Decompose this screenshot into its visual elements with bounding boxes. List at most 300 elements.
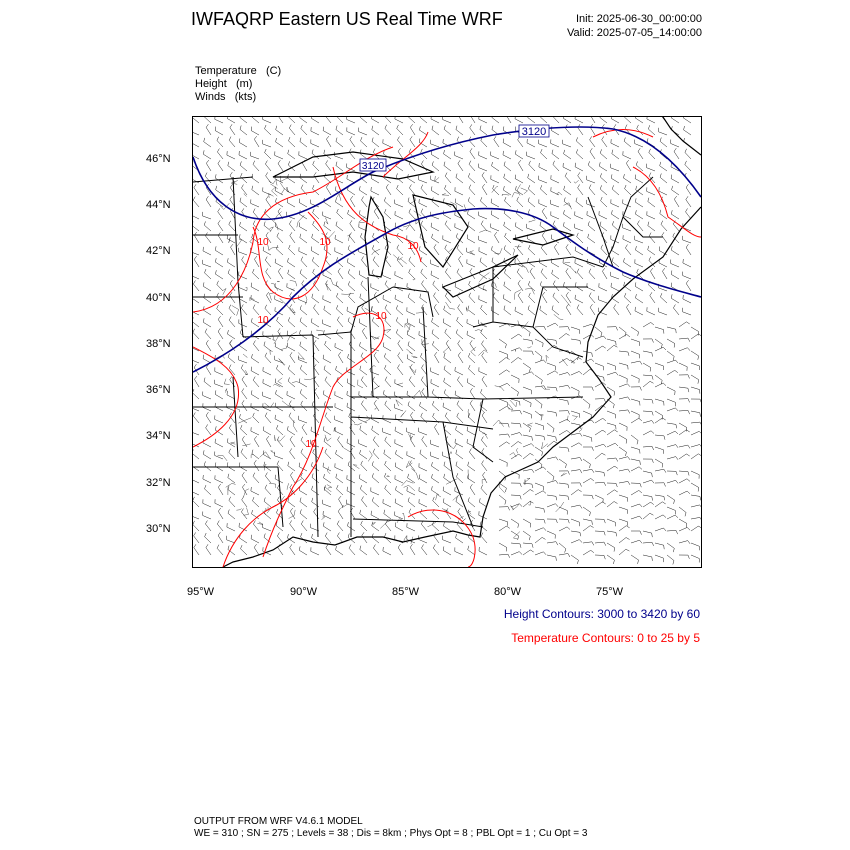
wind-barb bbox=[193, 389, 199, 399]
wind-barb bbox=[552, 270, 559, 279]
wind-barb bbox=[635, 236, 644, 243]
wind-barb bbox=[691, 445, 701, 448]
wind-barb bbox=[290, 544, 295, 555]
wind-barb bbox=[335, 247, 343, 255]
wind-barb bbox=[323, 522, 331, 531]
wind-barb bbox=[239, 139, 247, 148]
wind-barb bbox=[511, 348, 522, 351]
wind-barb bbox=[468, 497, 475, 507]
wind-barb bbox=[300, 138, 307, 147]
wind-barb bbox=[559, 483, 569, 488]
wind-barb bbox=[432, 486, 440, 495]
wind-barb bbox=[650, 292, 655, 303]
wind-barb bbox=[349, 413, 355, 423]
wind-barb bbox=[253, 413, 259, 423]
wind-barb bbox=[193, 356, 199, 364]
wind-barb bbox=[276, 365, 283, 375]
lake-erie bbox=[443, 255, 518, 297]
wind-barb bbox=[266, 268, 271, 279]
county-line bbox=[375, 408, 377, 410]
wind-barb bbox=[203, 512, 211, 520]
wind-barb bbox=[383, 295, 391, 303]
wind-barb bbox=[479, 367, 487, 375]
wind-barb bbox=[419, 319, 427, 327]
county-line bbox=[397, 383, 403, 385]
wind-barb bbox=[672, 186, 679, 195]
wind-barb bbox=[299, 486, 307, 495]
wind-barb bbox=[479, 151, 487, 159]
county-line bbox=[449, 452, 452, 456]
wind-barb bbox=[431, 368, 439, 376]
wind-barb bbox=[679, 507, 686, 516]
lon-label-75: 75°W bbox=[596, 586, 624, 598]
county-line bbox=[231, 442, 236, 444]
wind-barb bbox=[523, 411, 531, 418]
wind-barb bbox=[559, 471, 570, 475]
wind-barb bbox=[528, 306, 535, 316]
wind-barb bbox=[467, 259, 475, 267]
wind-barb bbox=[431, 140, 439, 147]
wind-barb bbox=[410, 136, 415, 147]
wind-barb bbox=[583, 478, 594, 483]
wind-barb bbox=[647, 117, 655, 123]
wind-barb bbox=[611, 139, 619, 147]
temp-label-f: 10 bbox=[305, 439, 317, 450]
wind-barb bbox=[444, 162, 451, 171]
legend-temperature: Temperature bbox=[195, 65, 257, 77]
wind-barb bbox=[571, 371, 582, 375]
wind-barb bbox=[503, 139, 511, 147]
wind-barb bbox=[395, 392, 403, 399]
county-line bbox=[572, 416, 577, 421]
wind-barb bbox=[395, 117, 403, 123]
wind-barb bbox=[535, 326, 546, 330]
wind-barb bbox=[230, 292, 235, 303]
wind-barb bbox=[239, 248, 248, 255]
wind-barb bbox=[624, 258, 632, 267]
wind-barb bbox=[529, 293, 535, 303]
wind-barb bbox=[547, 471, 554, 481]
wind-barb bbox=[511, 543, 521, 548]
wind-barb bbox=[468, 210, 476, 219]
wind-barb bbox=[218, 160, 223, 171]
height-label-3120-b: 3120 bbox=[361, 161, 385, 172]
wind-barb bbox=[515, 235, 523, 243]
wind-barb bbox=[433, 545, 439, 556]
wind-barb bbox=[372, 126, 379, 135]
wind-barb bbox=[541, 269, 547, 279]
wind-barb bbox=[619, 410, 630, 414]
wind-barb bbox=[623, 235, 631, 243]
wind-barb bbox=[326, 136, 331, 147]
wind-barbs bbox=[193, 117, 701, 564]
wind-barb bbox=[242, 376, 247, 387]
wind-barb bbox=[547, 542, 558, 545]
wind-barb bbox=[553, 117, 559, 123]
wind-barb bbox=[263, 524, 271, 531]
wind-barb bbox=[265, 305, 271, 315]
wind-barb bbox=[504, 269, 511, 279]
wind-barb bbox=[396, 305, 403, 315]
wind-barb bbox=[324, 485, 331, 495]
wind-barb bbox=[384, 330, 391, 339]
model-footer bbox=[194, 816, 587, 840]
wind-barb bbox=[206, 124, 211, 135]
wind-barb bbox=[631, 504, 642, 507]
wind-barb bbox=[559, 527, 570, 531]
wind-barb bbox=[515, 175, 523, 183]
wind-barb bbox=[686, 184, 691, 195]
wind-barb bbox=[435, 352, 440, 363]
county-line bbox=[471, 347, 476, 356]
wind-barb bbox=[347, 127, 355, 135]
wind-barb bbox=[228, 510, 235, 520]
wind-barb bbox=[481, 137, 487, 147]
wind-barb bbox=[432, 341, 439, 351]
wind-barb bbox=[542, 232, 547, 243]
wind-barb bbox=[679, 527, 690, 531]
wind-barb bbox=[290, 232, 295, 243]
wind-barb bbox=[535, 491, 546, 495]
wind-barb bbox=[607, 339, 616, 345]
county-line bbox=[556, 502, 564, 512]
wind-barb bbox=[217, 137, 223, 147]
wind-barb bbox=[335, 427, 343, 435]
wind-barb bbox=[691, 363, 700, 370]
county-line bbox=[280, 183, 284, 195]
wind-barb bbox=[518, 160, 523, 171]
wind-barb bbox=[265, 257, 271, 267]
county-line bbox=[479, 230, 491, 232]
wind-barb bbox=[228, 474, 235, 483]
wind-barb bbox=[206, 424, 211, 435]
wind-barb bbox=[619, 538, 630, 544]
county-line bbox=[402, 481, 414, 486]
wind-barb bbox=[655, 447, 664, 454]
wind-barb bbox=[360, 117, 367, 123]
wind-barb bbox=[323, 426, 331, 435]
wind-barb bbox=[499, 370, 510, 375]
county-line bbox=[368, 451, 372, 462]
wind-barb bbox=[301, 401, 307, 411]
wind-barb bbox=[671, 210, 679, 219]
valid-time: Valid: 2025-07-05_14:00:00 bbox=[567, 27, 702, 39]
wind-barb bbox=[288, 365, 295, 375]
wind-barb bbox=[290, 472, 295, 483]
wind-barb bbox=[619, 481, 630, 484]
wind-barb bbox=[662, 232, 667, 243]
wind-barb bbox=[215, 127, 223, 135]
wind-barb bbox=[671, 294, 679, 303]
wind-barb bbox=[595, 418, 606, 423]
wind-barb bbox=[349, 341, 355, 351]
wind-barb bbox=[312, 257, 319, 267]
wind-barb bbox=[625, 185, 631, 195]
wind-barb bbox=[275, 223, 283, 232]
wind-barb bbox=[325, 449, 331, 459]
wind-barb bbox=[595, 327, 602, 337]
wind-barb bbox=[398, 148, 403, 159]
wind-barb bbox=[289, 401, 295, 411]
wind-barb bbox=[491, 152, 499, 160]
wind-barb bbox=[494, 136, 499, 147]
wind-barb bbox=[505, 197, 512, 207]
wind-barb bbox=[218, 232, 223, 243]
wind-barb bbox=[583, 526, 594, 531]
wind-barb bbox=[547, 435, 556, 441]
county-line bbox=[453, 495, 459, 500]
wind-barb bbox=[324, 306, 331, 315]
wind-barb bbox=[301, 533, 308, 543]
wind-barb bbox=[253, 521, 259, 532]
wind-barb bbox=[685, 161, 691, 171]
wind-barb bbox=[339, 496, 344, 507]
wind-barb bbox=[299, 199, 307, 207]
wind-barb bbox=[265, 125, 272, 135]
wind-barb bbox=[499, 339, 506, 348]
wind-barb bbox=[511, 433, 522, 436]
wind-barb bbox=[253, 377, 259, 387]
county-line bbox=[244, 508, 249, 516]
wind-barb bbox=[455, 439, 463, 447]
wind-barb bbox=[290, 304, 295, 315]
wind-barb bbox=[667, 507, 675, 514]
wind-barb bbox=[636, 246, 644, 255]
county-line bbox=[251, 455, 253, 459]
wind-barb bbox=[443, 235, 451, 243]
wind-barb bbox=[266, 292, 271, 303]
wind-barb bbox=[619, 457, 630, 460]
wind-barb bbox=[396, 329, 403, 339]
wind-barb bbox=[481, 437, 487, 448]
wind-barb bbox=[456, 426, 463, 435]
wind-barb bbox=[483, 472, 488, 483]
wind-barb bbox=[523, 453, 534, 459]
wind-barb bbox=[571, 327, 580, 334]
wind-barb bbox=[619, 351, 629, 356]
wind-barb bbox=[410, 544, 415, 555]
wind-barb bbox=[312, 234, 319, 243]
wind-barb bbox=[218, 484, 223, 495]
wind-barb bbox=[204, 378, 211, 387]
wind-barb bbox=[590, 136, 595, 147]
county-line bbox=[295, 479, 302, 485]
wind-barb bbox=[299, 247, 307, 255]
wind-barb bbox=[583, 399, 590, 409]
county-line bbox=[442, 193, 449, 195]
wind-barb bbox=[397, 257, 403, 267]
wind-barb bbox=[458, 304, 463, 315]
wind-barb bbox=[300, 269, 307, 279]
wind-barb bbox=[499, 519, 508, 526]
wind-barb bbox=[667, 431, 678, 435]
wind-barb bbox=[217, 521, 223, 532]
wind-barb bbox=[194, 184, 199, 195]
lake-huron bbox=[413, 195, 468, 267]
county-line bbox=[269, 180, 276, 184]
wind-barb bbox=[385, 485, 391, 495]
wind-barb bbox=[227, 536, 235, 543]
wind-barb bbox=[265, 161, 271, 172]
wind-barb bbox=[335, 391, 343, 399]
wind-barb bbox=[299, 296, 307, 304]
wind-barb bbox=[517, 269, 523, 279]
wind-barb bbox=[347, 175, 355, 183]
wind-barb bbox=[445, 173, 451, 183]
county-line bbox=[275, 435, 276, 441]
wind-barb bbox=[383, 428, 392, 435]
county-line bbox=[224, 379, 229, 385]
wind-barb bbox=[655, 528, 666, 531]
wind-barb bbox=[563, 163, 571, 171]
wind-barb bbox=[564, 150, 571, 159]
wind-barb bbox=[290, 352, 295, 363]
wind-barb bbox=[395, 295, 403, 303]
wind-barb bbox=[458, 340, 463, 351]
wind-barb bbox=[511, 552, 522, 555]
county-line bbox=[570, 267, 576, 274]
footer-config-line: WE = 310 ; SN = 275 ; Levels = 38 ; Dis = 8km ; Phys Opt = 8 ; PBL Opt = 1 ; Cu Opt = 3 bbox=[194, 828, 588, 839]
wind-barb bbox=[193, 497, 199, 507]
wind-barb bbox=[643, 513, 653, 519]
wind-barb bbox=[662, 268, 667, 279]
wind-barb bbox=[193, 222, 199, 231]
wind-barb bbox=[547, 555, 556, 561]
wind-barb bbox=[607, 363, 616, 370]
wind-barb bbox=[571, 519, 580, 526]
wind-barb bbox=[215, 258, 223, 267]
wind-barb bbox=[253, 209, 259, 219]
wind-barb bbox=[206, 160, 211, 171]
wind-barb bbox=[583, 550, 594, 555]
wind-barb bbox=[287, 187, 295, 195]
wind-barb bbox=[335, 403, 343, 411]
wind-barb bbox=[491, 199, 499, 207]
wind-barb bbox=[385, 365, 392, 375]
wind-barb bbox=[631, 387, 642, 391]
wind-barb bbox=[575, 224, 583, 231]
wind-barb bbox=[229, 317, 235, 327]
wind-barb bbox=[432, 234, 439, 243]
wind-barb bbox=[288, 174, 296, 183]
county-line bbox=[449, 249, 453, 252]
wind-barb bbox=[251, 390, 259, 399]
wind-barb bbox=[468, 197, 475, 207]
wind-barb bbox=[323, 127, 331, 135]
wind-barb bbox=[240, 117, 247, 123]
county-line bbox=[561, 473, 567, 476]
wind-barb bbox=[371, 283, 379, 291]
wind-barb bbox=[647, 164, 655, 171]
wind-barb bbox=[408, 117, 415, 123]
wind-barb bbox=[229, 497, 235, 507]
county-line bbox=[223, 289, 226, 295]
wind-barb bbox=[499, 507, 510, 511]
wind-barb bbox=[612, 221, 619, 231]
wind-barb bbox=[371, 117, 379, 123]
wind-barb bbox=[337, 521, 343, 531]
wind-barb bbox=[337, 117, 343, 123]
wind-barb bbox=[337, 317, 343, 327]
wind-barb bbox=[419, 463, 427, 471]
wind-barb bbox=[314, 508, 319, 519]
wind-barb bbox=[420, 126, 428, 135]
county-line bbox=[279, 359, 285, 366]
county-line bbox=[554, 314, 563, 319]
wind-barb bbox=[325, 341, 331, 351]
wind-barb bbox=[372, 138, 379, 147]
wind-barb bbox=[241, 425, 248, 435]
wind-barb bbox=[564, 186, 571, 195]
wind-barb bbox=[504, 282, 511, 291]
wind-barb bbox=[336, 474, 343, 483]
wind-barb bbox=[252, 510, 259, 519]
wind-barb bbox=[241, 545, 248, 555]
wind-barb bbox=[679, 348, 690, 351]
wind-barb bbox=[540, 117, 547, 123]
wind-barb bbox=[275, 452, 283, 459]
wind-barb bbox=[455, 367, 463, 375]
wind-barb bbox=[362, 496, 368, 507]
wind-barb bbox=[362, 328, 367, 339]
county-line bbox=[412, 356, 418, 358]
wind-barb bbox=[469, 161, 475, 171]
wind-barb bbox=[551, 211, 559, 219]
wind-barb bbox=[337, 377, 343, 387]
wind-barb bbox=[643, 381, 654, 387]
legend-height: Height bbox=[195, 78, 227, 90]
wind-barb bbox=[559, 327, 570, 331]
wind-barb bbox=[323, 355, 331, 363]
wind-barb bbox=[194, 544, 199, 555]
county-line bbox=[260, 452, 270, 458]
wind-barb bbox=[523, 399, 531, 407]
wind-barb bbox=[348, 281, 355, 291]
wind-barb bbox=[535, 399, 542, 408]
wind-barb bbox=[631, 540, 642, 543]
wind-barb bbox=[667, 408, 678, 411]
wind-barb bbox=[499, 406, 510, 411]
wind-barb bbox=[499, 554, 510, 558]
wind-barb bbox=[419, 487, 427, 495]
wind-barb bbox=[527, 139, 535, 147]
wind-barb bbox=[398, 544, 403, 555]
wind-barb bbox=[528, 281, 535, 291]
wind-barb bbox=[643, 459, 653, 463]
wind-barb bbox=[408, 342, 415, 352]
wind-barb bbox=[481, 485, 487, 495]
wind-barb bbox=[530, 268, 535, 279]
wind-barb bbox=[217, 281, 223, 291]
wind-barb bbox=[395, 404, 404, 411]
county-line bbox=[225, 389, 227, 393]
wind-barb bbox=[277, 437, 283, 447]
wind-barb bbox=[631, 327, 639, 336]
wind-barb bbox=[278, 328, 283, 339]
wind-barb bbox=[409, 377, 415, 388]
county-line bbox=[529, 220, 536, 222]
wind-barb bbox=[515, 150, 523, 159]
wind-barb bbox=[323, 295, 331, 303]
wind-barb bbox=[643, 555, 652, 561]
wind-barb bbox=[443, 117, 451, 123]
wind-barb bbox=[239, 319, 247, 327]
wind-barb bbox=[583, 459, 590, 468]
wind-barb bbox=[444, 378, 451, 387]
wind-barb bbox=[252, 186, 259, 195]
lat-label-32: 32°N bbox=[146, 477, 171, 489]
wind-barb bbox=[583, 359, 594, 363]
